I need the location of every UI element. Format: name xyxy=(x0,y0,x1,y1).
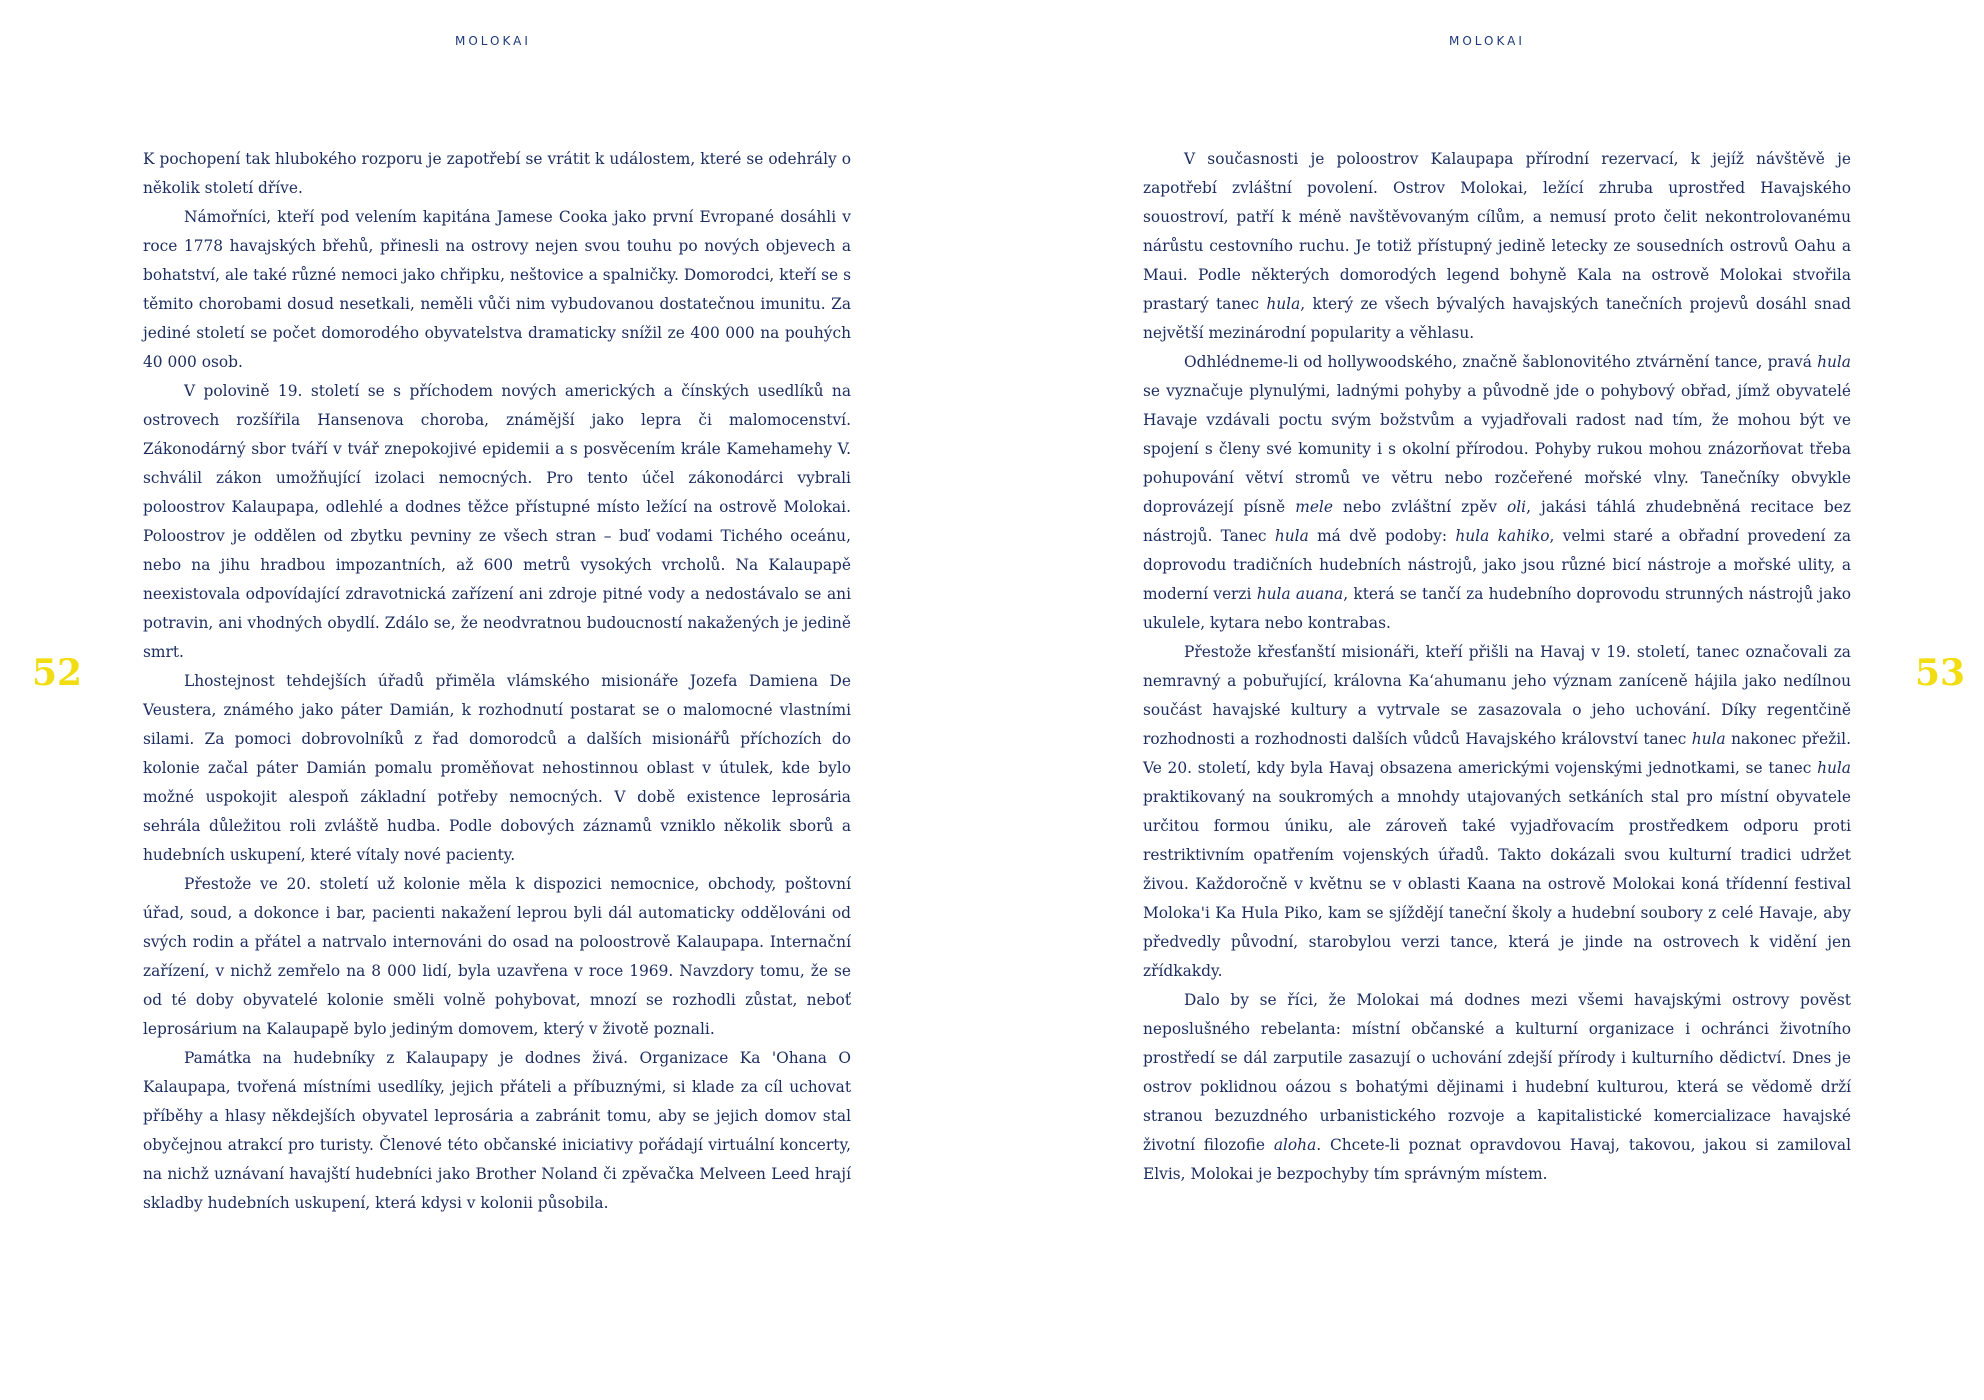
paragraph xyxy=(1143,348,1851,638)
text-run: , jakási táhlá zhudebněná recitace bez nástrojů. Tanec xyxy=(1143,498,1852,545)
text-run: . Chcete-li poznat opravdovou Havaj, takovou, jakou si zamiloval Elvis, Molokai je bezpochyby tím správným místem. xyxy=(1143,1136,1852,1183)
text-run: , která se tančí za hudebního doprovodu strunných nástrojů jako ukulele, kytara nebo kontrabas. xyxy=(1143,585,1851,632)
paragraph: Lhostejnost tehdejších úřadů přiměla vlámského misionáře Jozefa Damiena De Veustera, známého jako páter Damián, k rozhodnutí postarat se o malomocné vlastními silami. Za pomoci dobrovolníků z řad domorodců a dalších misionářů příchozích do kolonie začal páter Damián pomalu proměňovat nehostinnou oblast v útulek, kde bylo možné uspokojit alespoň základní potřeby nemocných. V době existence leprosária sehrála důležitou roli zvláště hudba. Podle dobových záznamů vzniklo několik sborů a hudebních uskupení, které vítaly nové pacienty. xyxy=(143,672,851,864)
text-run: Odhlédneme-li od hollywoodského, značně šablonovitého ztvárnění tance, pravá xyxy=(1184,353,1818,371)
italic-term: hula kahiko xyxy=(1455,527,1550,545)
text-run: V současnosti je poloostrov Kalaupapa přírodní rezervací, k jejíž návštěvě je zapotřebí zvláštní povolení. Ostrov Molokai, ležící zhruba uprostřed Havajského souostroví, patří k méně navštěvovaným cílům, a nemusí proto čelit nekontrolovanému nárůstu cestovního ruchu. Je totiž přístupný jedině letecky ze sousedních ostrovů Oahu a Maui. Podle některých domorodých legend bohyně Kala na ostrově Molokai stvořila prastarý tanec xyxy=(1143,150,1851,313)
text-run: má dvě podoby: xyxy=(1308,527,1456,545)
text-run: se vyznačuje plynulými, ladnými pohyby a původně jde o pohybový obřad, jímž obyvatelé Havaje vzdávali poctu svým božstvům a vyjadřovali radost nad tím, že mohou být ve spojení s členy své komunity i s okolní přírodou. Pohyby rukou mohou znázorňovat třeba pohupování větví stromů ve větru nebo rozčeřené mořské vlny. Tanečníky obvykle doprovázejí písně xyxy=(1143,382,1851,516)
italic-term: mele xyxy=(1295,498,1333,516)
running-head: MOLOKAI xyxy=(455,34,531,48)
paragraph xyxy=(1143,986,1851,1189)
paragraph: K pochopení tak hlubokého rozporu je zapotřebí se vrátit k událostem, které se odehrály o několik století dříve. xyxy=(143,150,851,197)
body-text xyxy=(143,145,851,1218)
text-run: nakonec přežil. Ve 20. století, kdy byla Havaj obsazena americkými vojenskými jednotkami, se tanec xyxy=(1143,730,1851,777)
italic-term: hula xyxy=(1817,353,1851,371)
page-number: 52 xyxy=(32,652,83,694)
page-number: 53 xyxy=(1915,652,1966,694)
italic-term: aloha xyxy=(1273,1136,1317,1154)
paragraph: Námořníci, kteří pod velením kapitána Jamese Cooka jako první Evropané dosáhli v roce 1778 havajských břehů, přinesli na ostrovy nejen svou touhu po nových objevech a bohatství, ale také různé nemoci jako chřipku, neštovice a spalničky. Domorodci, kteří se s těmito chorobami dosud nesetkali, neměli vůči nim vybudovanou dostatečnou imunitu. Za jediné století se počet domorodého obyvatelstva dramaticky snížil ze 400 000 na pouhých 40 000 osob. xyxy=(143,208,851,371)
text-run: Dalo by se říci, že Molokai má dodnes mezi všemi havajskými ostrovy pověst neposlušného rebelanta: místní občanské a kulturní organizace i ochránci životního prostředí se dál zarputile zasazují o uchování zdejší přírody i kulturního dědictví. Dnes je ostrov poklidnou oázou s bohatými dějinami i hudební kulturou, která se vědomě drží stranou bezuzdného urbanistického rozvoje a kapitalistické komercializace havajské životní filozofie xyxy=(1143,991,1851,1154)
paragraph xyxy=(1143,145,1851,348)
italic-term: oli xyxy=(1506,498,1527,516)
italic-term: hula xyxy=(1691,730,1726,748)
text-run: nebo zvláštní zpěv xyxy=(1332,498,1507,516)
italic-term: hula xyxy=(1266,295,1301,313)
right-page xyxy=(992,0,1984,1400)
text-run: , velmi staré a obřadní provedení za doprovodu tradičních hudebních nástrojů, jako jsou různé bicí nástroje a mořské ulity, a moderní verzi xyxy=(1143,527,1851,603)
paragraph: Přestože ve 20. století už kolonie měla k dispozici nemocnice, obchody, poštovní úřad, soud, a dokonce i bar, pacienti nakažení leprou byli dál automaticky oddělováni od svých rodin a přátel a natrvalo internováni do osad na poloostrově Kalaupapa. Internační zařízení, v nichž zemřelo na 8 000 lidí, byla uzavřena v roce 1969. Navzdory tomu, že se od té doby obyvatelé kolonie směli volně pohybovat, mnozí se rozhodli zůstat, neboť leprosárium na Kalaupapě bylo jediným domovem, který v životě poznali. xyxy=(143,875,851,1038)
italic-term: hula auana xyxy=(1256,585,1344,603)
text-run: praktikovaný na soukromých a mnohdy utajovaných setkáních stal pro místní obyvatele určitou formou úniku, ale zároveň také vyjadřovacím prostředkem odporu proti restriktivním opatřením vojenských úřadů. Takto dokázali svou kulturní tradici udržet živou. Každoročně v květnu se v oblasti Kaana na ostrově Molokai koná třídenní festival Moloka'i Ka Hula Piko, kam se sjíždějí taneční školy a hudební soubory z celé Havaje, aby předvedly původní, starobylou verzi tance, která je jinde na ostrovech k vidění jen zřídkakdy. xyxy=(1143,788,1851,980)
text-run: , který ze všech bývalých havajských tanečních projevů dosáhl snad největší mezinárodní popularity a věhlasu. xyxy=(1143,295,1851,342)
paragraph: Památka na hudebníky z Kalaupapy je dodnes živá. Organizace Ka 'Ohana O Kalaupapa, tvořená místními usedlíky, jejich přáteli a příbuznými, si klade za cíl uchovat příběhy a hlasy někdejších obyvatel leprosária a zabránit tomu, aby se jejich domov stal obyčejnou atrakcí pro turisty. Členové této občanské iniciativy pořádají virtuální koncerty, na nichž uznávaní havajští hudebníci jako Brother Noland či zpěvačka Melveen Leed hrají skladby hudebních uskupení, která kdysi v kolonii působila. xyxy=(143,1049,851,1212)
text-run: Přestože křesťanští misionáři, kteří přišli na Havaj v 19. století, tanec označovali za nemravný a pobuřující, královna Kaʻahumanu jeho význam zaníceně hájila jako nedílnou součást havajské kultury a vytrvale se zasazovala o jeho uchování. Díky regentčině rozhodnosti a rozhodnosti dalších vůdců Havajského království tanec xyxy=(1143,643,1851,748)
body-text xyxy=(1143,145,1851,1189)
paragraph xyxy=(1143,638,1851,986)
italic-term: hula xyxy=(1274,527,1309,545)
italic-term: hula xyxy=(1817,759,1851,777)
paragraph: V polovině 19. století se s příchodem nových amerických a čínských usedlíků na ostrovech rozšířila Hansenova choroba, známější jako lepra či malomocenství. Zákonodárný sbor tváří v tvář znepokojivé epidemii a s posvěcením krále Kamehamehy V. schválil zákon umožňující izolaci nemocných. Pro tento účel zákonodárci vybrali poloostrov Kalaupapa, odlehlé a dodnes těžce přístupné místo ležící na ostrově Molokai. Poloostrov je oddělen od zbytku pevniny ze všech stran – buď vodami Tichého oceánu, nebo na jihu hradbou impozantních, až 600 metrů vysokých vrcholů. Na Kalaupapě neexistovala odpovídající zdravotnická zařízení ani zdroje pitné vody a nedostávalo se ani potravin, ani vhodných obydlí. Zdálo se, že neodvratnou budoucností nakažených je jedině smrt. xyxy=(143,382,851,661)
running-head: MOLOKAI xyxy=(1449,34,1525,48)
